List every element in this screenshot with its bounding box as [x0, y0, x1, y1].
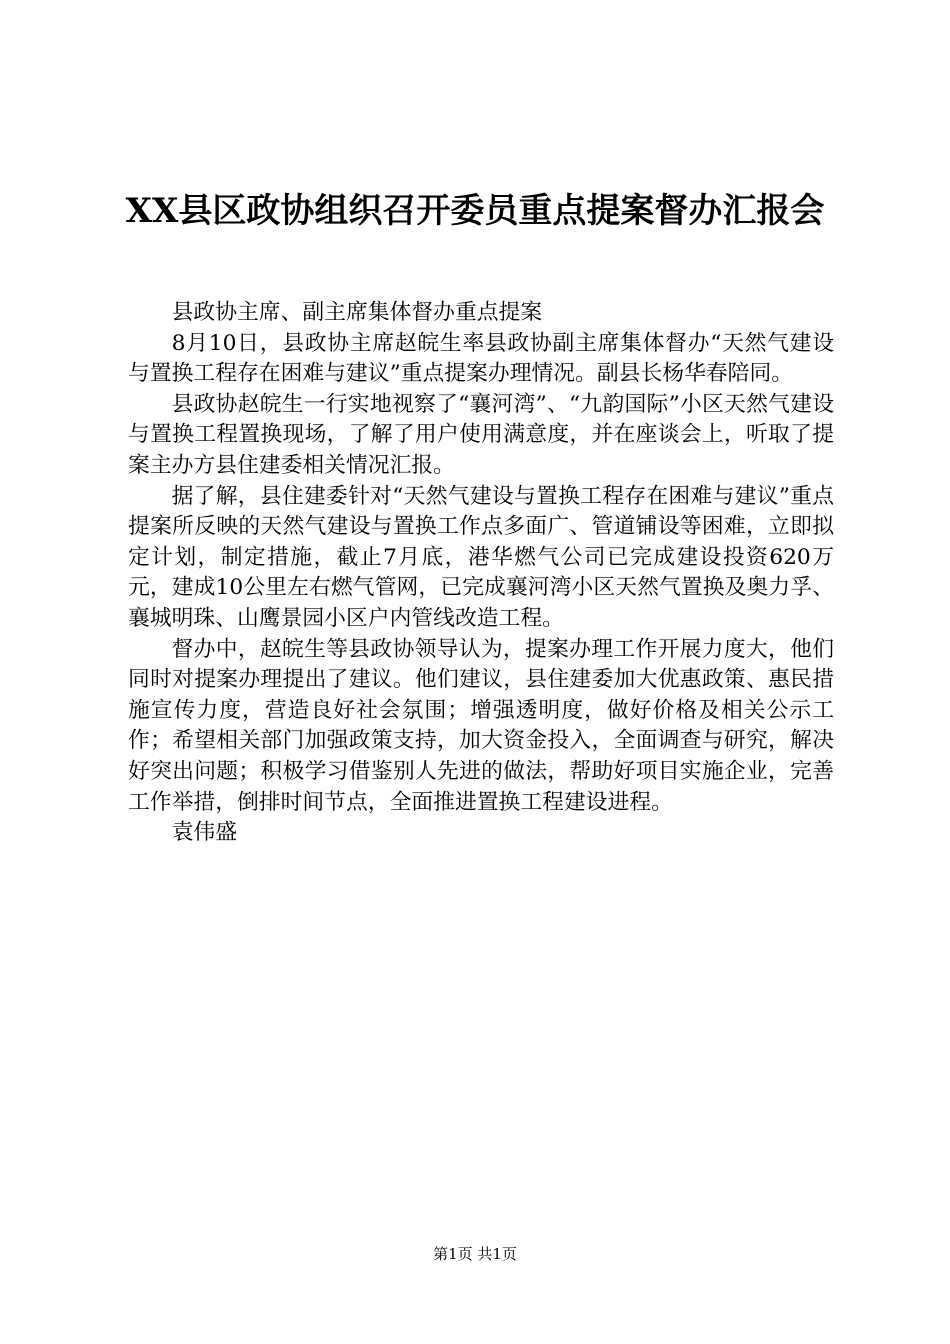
paragraph-2: 县政协赵皖生一行实地视察了“襄河湾”、“九韵国际”小区天然气建设与置换工程置换现场，了解了用户使用满意度，并在座谈会上，听取了提案主办方县住建委相关情况汇报。: [128, 391, 834, 478]
document-body: [128, 298, 834, 849]
page-footer: [0, 1244, 950, 1264]
paragraph-4: 督办中，赵皖生等县政协领导认为，提案办理工作开展力度大，他们同时对提案办理提出了建议。他们建议，县住建委加大优惠政策、惠民措施宣传力度，营造良好社会氛围；增强透明度，做好价格及相关公示工作；希望相关部门加强政策支持，加大资金投入，全面调查与研究，解决好突出问题；积极学习借鉴别人先进的做法，帮助好项目实施企业，完善工作举措，倒排时间节点，全面推进置换工程建设进程。: [128, 636, 834, 815]
page-total: 共1页: [477, 1245, 517, 1263]
paragraph-3: 据了解，县住建委针对“天然气建设与置换工程存在困难与建议”重点提案所反映的天然气建设与置换工作点多面广、管道铺设等困难，立即拟定计划，制定措施，截止7月底，港华燃气公司已完成建设投资620万元，建成10公里左右燃气管网，已完成襄河湾小区天然气置换及奥力孚、襄城明珠、山鹰景园小区户内管线改造工程。: [128, 483, 834, 631]
paragraph-subtitle: 县政协主席、副主席集体督办重点提案: [171, 300, 543, 325]
paragraph-1: 8月10日，县政协主席赵皖生率县政协副主席集体督办“天然气建设与置换工程存在困难与建议”重点提案办理情况。副县长杨华春陪同。: [128, 330, 834, 387]
author-name: 袁伟盛: [171, 820, 237, 846]
document-title: XX县区政协组织召开委员重点提案督办汇报会: [125, 191, 825, 231]
page-number: 第1页: [433, 1245, 473, 1263]
